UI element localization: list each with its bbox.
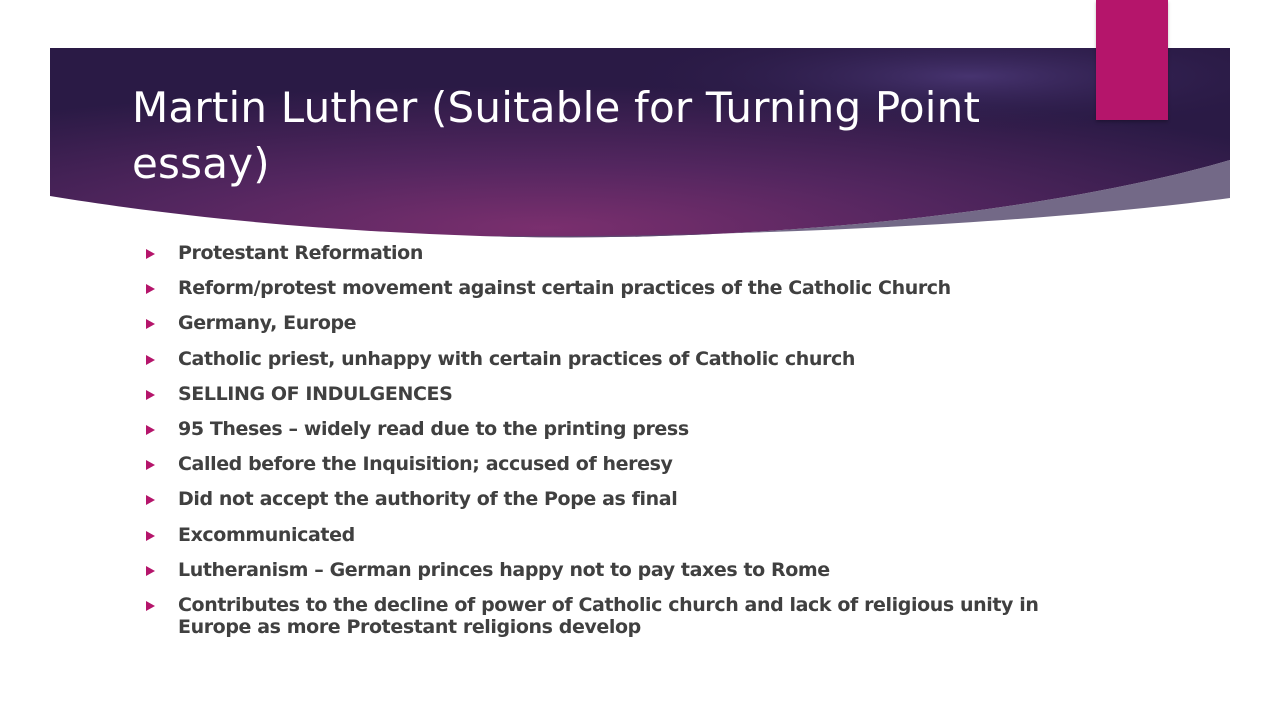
bullet-text: Reform/protest movement against certain practices of the Catholic Church bbox=[178, 277, 951, 300]
bullet-text: Did not accept the authority of the Pope as final bbox=[178, 488, 678, 511]
bullet-text: Germany, Europe bbox=[178, 312, 357, 335]
bullet-item bbox=[146, 559, 1046, 581]
bullet-item bbox=[146, 312, 1046, 334]
bullet-text: Contributes to the decline of power of Catholic church and lack of religious unity in Europe as more Protestant religions develop bbox=[178, 593, 1039, 638]
triangle-right-icon bbox=[146, 601, 155, 611]
bullet-list bbox=[146, 242, 1046, 651]
bullet-text: Excommunicated bbox=[178, 523, 355, 546]
triangle-right-icon bbox=[146, 460, 155, 470]
triangle-right-icon bbox=[146, 495, 155, 505]
slide-title: Martin Luther (Suitable for Turning Point essay) bbox=[132, 83, 981, 188]
accent-tab bbox=[1096, 0, 1168, 120]
triangle-right-icon bbox=[146, 355, 155, 365]
bullet-text: Called before the Inquisition; accused of heresy bbox=[178, 453, 673, 476]
bullet-item bbox=[146, 453, 1046, 475]
triangle-right-icon bbox=[146, 425, 155, 435]
bullet-item bbox=[146, 348, 1046, 370]
bullet-text: Protestant Reformation bbox=[178, 242, 423, 264]
triangle-right-icon bbox=[146, 249, 155, 259]
bullet-text: Catholic priest, unhappy with certain practices of Catholic church bbox=[178, 347, 855, 370]
triangle-right-icon bbox=[146, 284, 155, 294]
bullet-text: SELLING OF INDULGENCES bbox=[178, 382, 453, 405]
triangle-right-icon bbox=[146, 531, 155, 541]
triangle-right-icon bbox=[146, 390, 155, 400]
triangle-right-icon bbox=[146, 319, 155, 329]
bullet-item bbox=[146, 488, 1046, 510]
bullet-item bbox=[146, 418, 1046, 440]
bullet-text: Lutheranism – German princes happy not to pay taxes to Rome bbox=[178, 558, 830, 581]
bullet-item bbox=[146, 242, 1046, 264]
triangle-right-icon bbox=[146, 566, 155, 576]
bullet-item bbox=[146, 524, 1046, 546]
bullet-item bbox=[146, 277, 1046, 299]
bullet-item bbox=[146, 383, 1046, 405]
bullet-item bbox=[146, 594, 1046, 638]
bullet-text: 95 Theses – widely read due to the printing press bbox=[178, 417, 689, 440]
